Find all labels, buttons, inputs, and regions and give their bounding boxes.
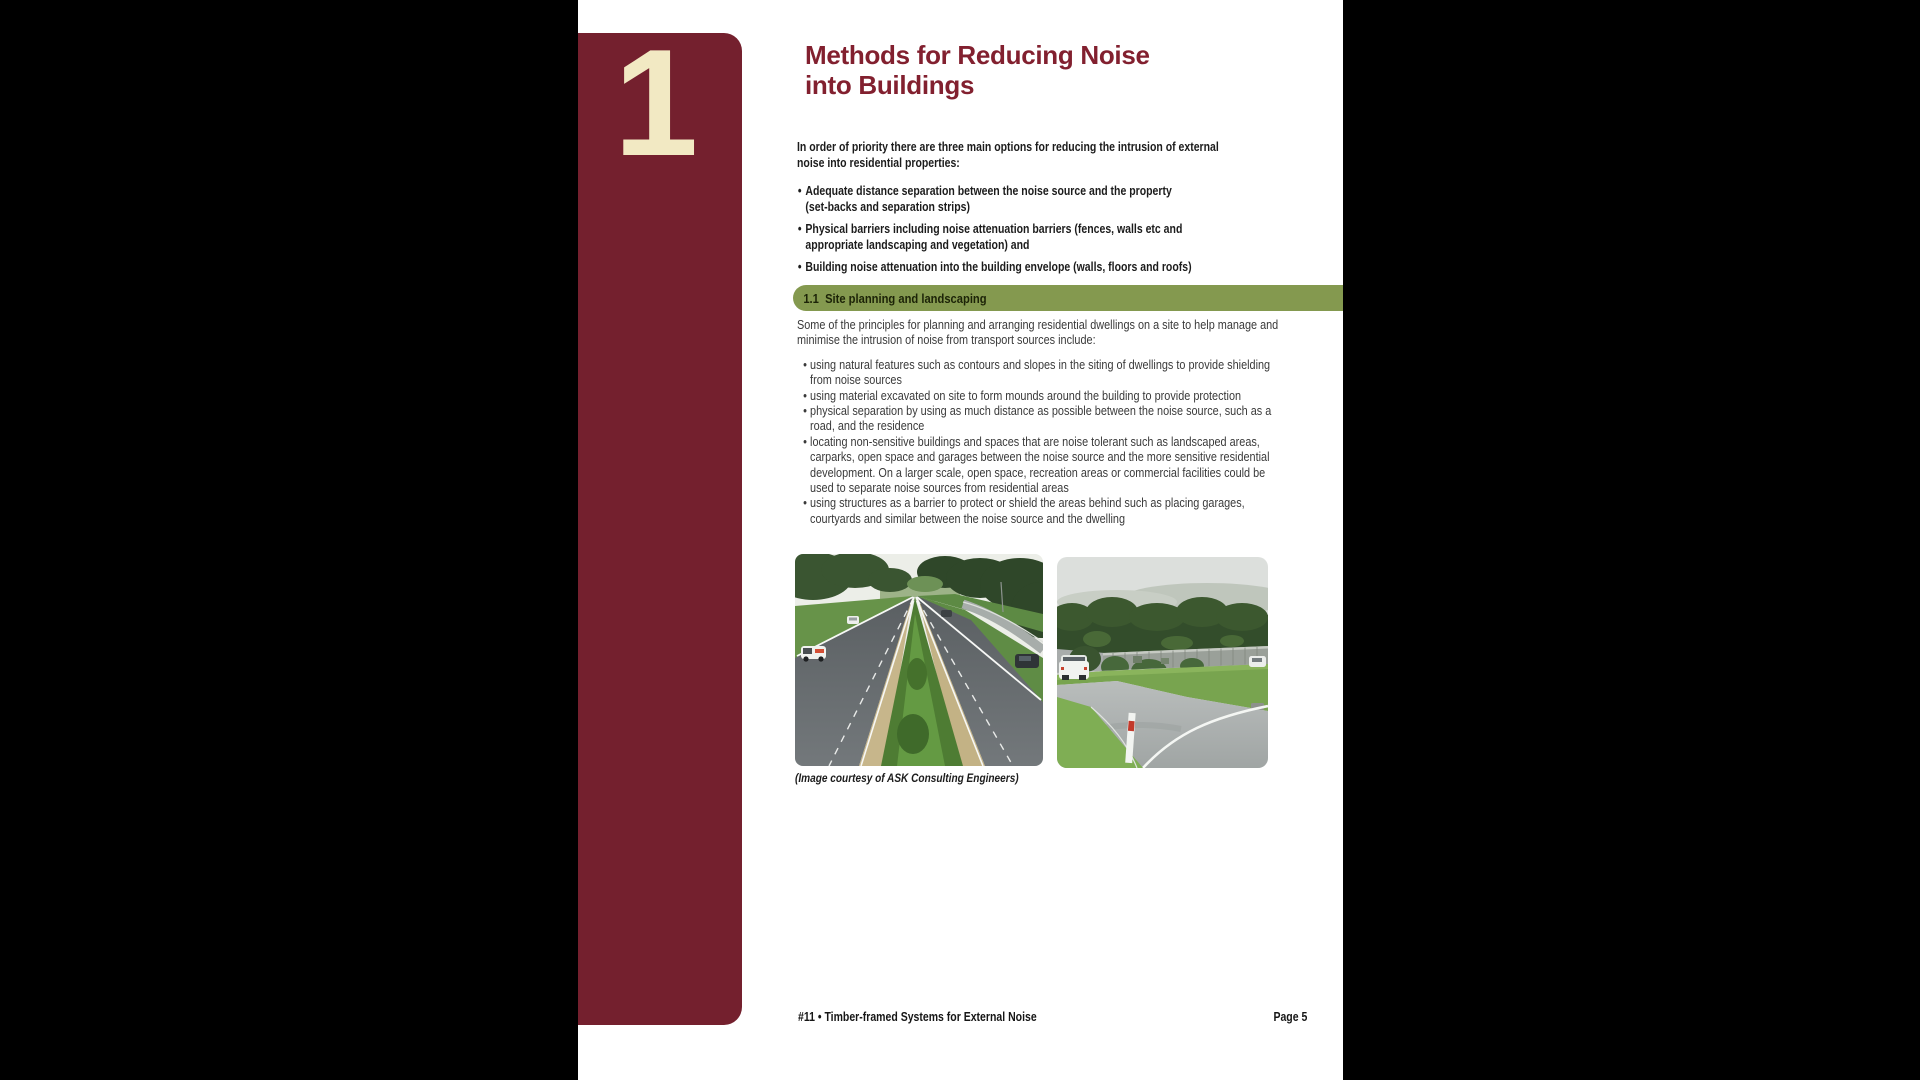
section-heading-bar	[793, 285, 1343, 311]
figure-caption: (Image courtesy of ASK Consulting Engineers)	[795, 771, 1019, 785]
intro-bullet: • Physical barriers including noise attenuation barriers (fences, walls etc and appropriate landscaping and vegetation) and	[797, 222, 1183, 252]
noise-barrier-photo	[1057, 557, 1268, 768]
bullet-icon: •	[803, 404, 807, 419]
list-item: • locating non-sensitive buildings and spaces that are noise tolerant such as landscaped areas, carparks, open space and garages between the noise source and the more sensitive residential development. On a larger scale, open space, recreation areas or commercial facilities could be used to separate noise sources from residential areas	[803, 434, 1270, 496]
bullet-icon: •	[803, 496, 807, 511]
intro-lead: In order of priority there are three main options for reducing the intrusion of external noise into residential properties:	[797, 140, 1219, 170]
chapter-number: 1	[613, 18, 699, 188]
bullet-icon: •	[797, 184, 802, 198]
intro-paragraph	[797, 139, 1402, 275]
white-car	[847, 616, 859, 624]
section-lead: Some of the principles for planning and arranging residential dwellings on a site to help manage and minimise the intrusion of noise from transport sources include:	[797, 318, 1279, 348]
distant-white-car	[1249, 656, 1266, 667]
bullet-icon: •	[803, 357, 807, 372]
bullet-icon: •	[803, 434, 807, 449]
document-page	[578, 0, 1343, 1080]
chapter-tab	[578, 18, 742, 1025]
page-title-line1: Methods for Reducing Noise	[805, 40, 1150, 70]
dark-car	[1015, 654, 1039, 668]
list-item: • using natural features such as contours and slopes in the siting of dwellings to provide shielding from noise sources	[803, 357, 1271, 388]
list-item: • using material excavated on site to form mounds around the building to provide protection	[803, 388, 1242, 403]
list-item: • physical separation by using as much distance as possible between the noise source, such as a road, and the residence	[803, 404, 1272, 434]
footer-page-number: Page 5	[1273, 1010, 1307, 1024]
bullet-icon: •	[803, 388, 807, 403]
bullet-icon: •	[797, 222, 802, 236]
section-heading: 1.1 Site planning and landscaping	[803, 290, 987, 306]
section-bullet-list	[797, 358, 1423, 527]
page-title	[805, 40, 1150, 100]
page-title-line2: into Buildings	[805, 70, 975, 100]
intro-bullet: • Adequate distance separation between the noise source and the property (set-backs and separation strips)	[797, 184, 1172, 214]
section-body	[797, 318, 1423, 527]
highway-median-photo	[795, 554, 1043, 766]
footer-document-title: #11 • Timber-framed Systems for External Noise	[798, 1010, 1037, 1024]
bullet-icon: •	[797, 260, 802, 274]
list-item: • using structures as a barrier to protect or shield the areas behind such as placing garages, courtyards and similar between the noise source and the dwelling	[803, 496, 1245, 526]
white-car-rear	[1059, 655, 1089, 680]
intro-bullet: • Building noise attenuation into the building envelope (walls, floors and roofs)	[797, 260, 1192, 274]
